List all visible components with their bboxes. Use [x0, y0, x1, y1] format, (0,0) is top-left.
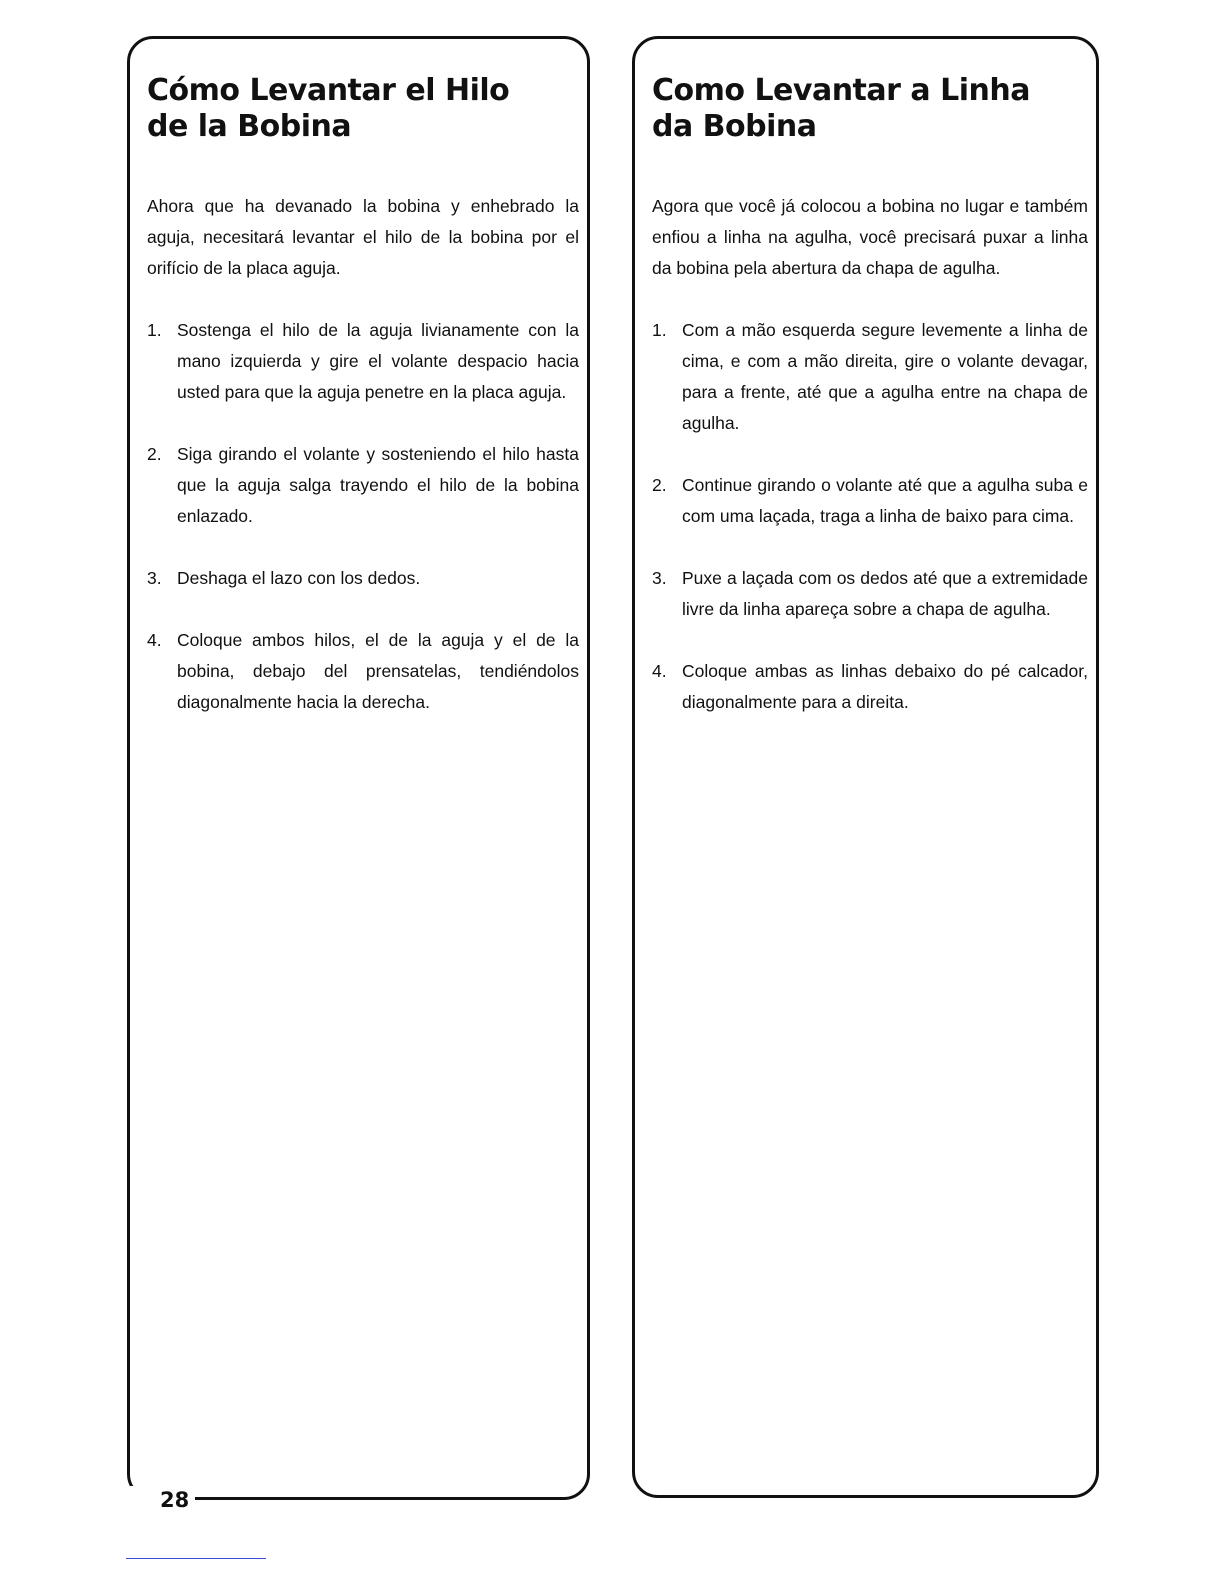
- right-step-2: [652, 470, 1088, 532]
- left-step-2: [147, 439, 579, 532]
- right-heading-line2: da Bobina: [652, 109, 817, 144]
- right-heading: [652, 73, 1088, 145]
- left-column-spanish: [127, 36, 590, 1500]
- right-step-1: [652, 315, 1088, 439]
- right-steps-list: [652, 315, 1088, 718]
- left-step-4: [147, 625, 579, 718]
- step-text: Siga girando el volante y sosteniendo el hilo hasta que la aguja salga trayendo el hilo de la bobina enlazado.: [177, 444, 579, 526]
- right-heading-line1: Como Levantar a Linha: [652, 73, 1030, 108]
- step-number: 3.: [652, 568, 667, 588]
- left-heading: [147, 73, 579, 145]
- right-column-content: [652, 73, 1088, 718]
- right-intro-paragraph: Agora que você já colocou a bobina no lugar e também enfiou a linha na agulha, você precisará puxar a linha da bobina pela abertura da chapa de agulha.: [652, 196, 1088, 278]
- step-number: 2.: [652, 475, 667, 495]
- page-number-block: [130, 1486, 195, 1514]
- bottom-rule: [126, 1558, 266, 1559]
- step-number: 1.: [147, 320, 162, 340]
- left-column-content: [147, 73, 579, 718]
- step-text: Deshaga el lazo con los dedos.: [177, 568, 421, 588]
- left-steps-list: [147, 315, 579, 718]
- left-heading-line1: Cómo Levantar el Hilo: [147, 73, 510, 108]
- step-number: 4.: [652, 661, 667, 681]
- step-text: Continue girando o volante até que a agulha suba e com uma laçada, traga a linha de baixo para cima.: [682, 475, 1088, 526]
- left-intro-paragraph: Ahora que ha devanado la bobina y enhebrado la aguja, necesitará levantar el hilo de la bobina por el orifício de la placa aguja.: [147, 196, 579, 278]
- right-column-portuguese: [632, 36, 1099, 1498]
- left-step-1: [147, 315, 579, 408]
- step-text: Puxe a laçada com os dedos até que a extremidade livre da linha apareça sobre a chapa de agulha.: [682, 568, 1088, 619]
- step-number: 2.: [147, 444, 162, 464]
- step-text: Com a mão esquerda segure levemente a linha de cima, e com a mão direita, gire o volante devagar, para a frente, até que a agulha entre na chapa de agulha.: [682, 320, 1088, 433]
- page-number: 28: [160, 1488, 190, 1512]
- right-step-3: [652, 563, 1088, 625]
- left-step-3: [147, 563, 579, 594]
- right-step-4: [652, 656, 1088, 718]
- step-number: 1.: [652, 320, 667, 340]
- step-text: Sostenga el hilo de la aguja livianamente con la mano izquierda y gire el volante despacio hacia usted para que la aguja penetre en la placa aguja.: [177, 320, 579, 402]
- step-text: Coloque ambos hilos, el de la aguja y el de la bobina, debajo del prensatelas, tendiéndolos diagonalmente hacia la derecha.: [177, 630, 579, 712]
- step-number: 3.: [147, 568, 162, 588]
- step-number: 4.: [147, 630, 162, 650]
- step-text: Coloque ambas as linhas debaixo do pé calcador, diagonalmente para a direita.: [682, 661, 1088, 712]
- left-heading-line2: de la Bobina: [147, 109, 352, 144]
